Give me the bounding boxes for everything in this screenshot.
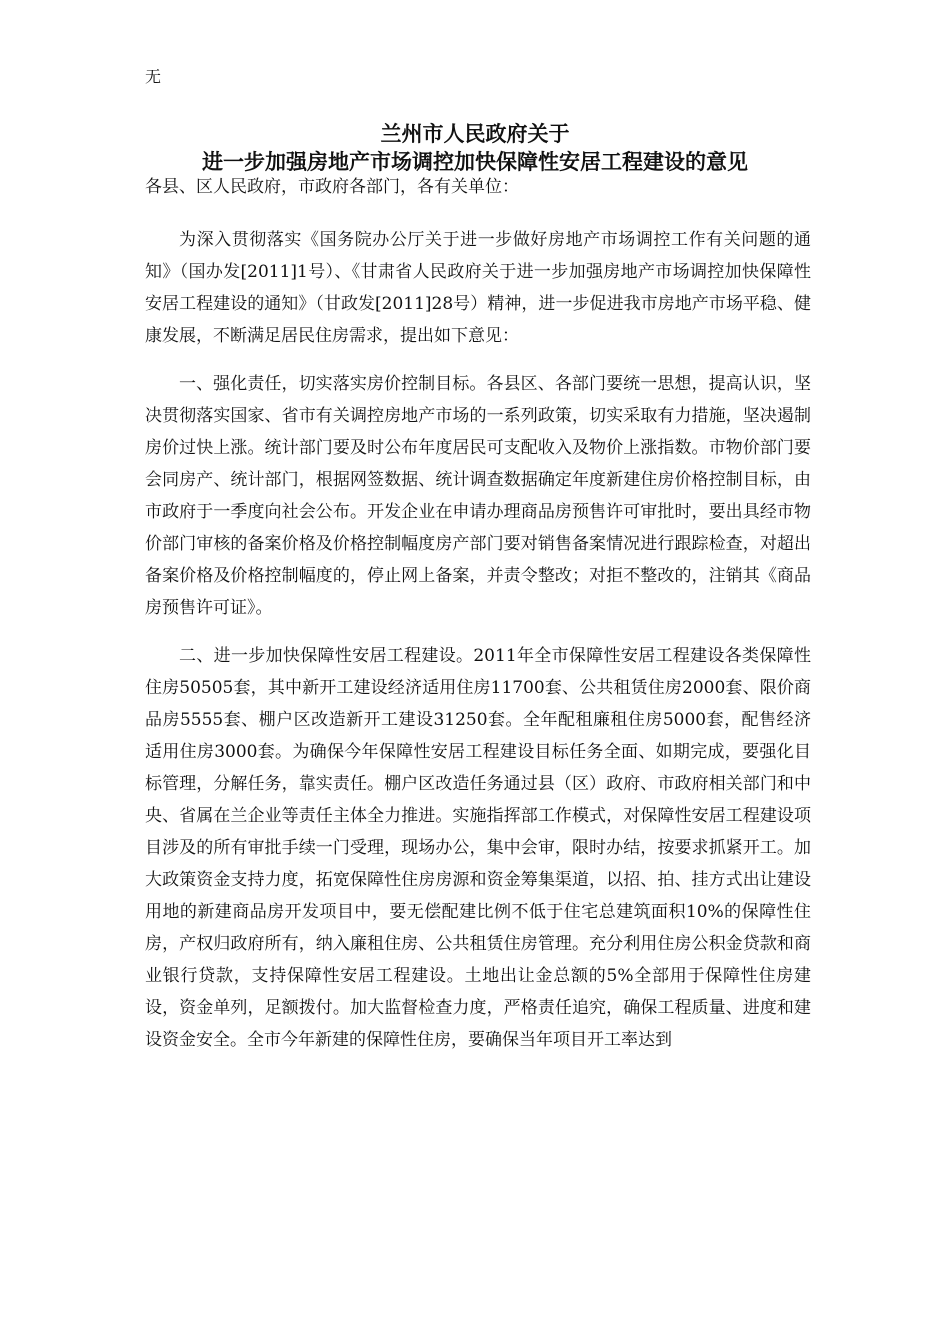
header-note: 无 bbox=[145, 67, 162, 86]
salutation: 各县、区人民政府，市政府各部门，各有关单位： bbox=[145, 177, 519, 197]
title-line-2: 进一步加强房地产市场调控加快保障性安居工程建设的意见 bbox=[202, 149, 748, 174]
document-title bbox=[140, 120, 810, 176]
section-one-paragraph: 一、强化责任，切实落实房价控制目标。各县区、各部门要统一思想，提高认识，坚决贯彻落实国家、省市有关调控房地产市场的一系列政策，切实采取有力措施，坚决遏制房价过快上涨。统计部门要及时公布年度居民可支配收入及物价上涨指数。市物价部门要会同房产、统计部门，根据网签数据、统计调查数据确定年度新建住房价格控制目标，由市政府于一季度向社会公布。开发企业在申请办理商品房预售许可审批时，要出具经市物价部门审核的备案价格及价格控制幅度房产部门要对销售备案情况进行跟踪检查，对超出备案价格及价格控制幅度的，停止网上备案，并责令整改；对拒不整改的，注销其《商品房预售许可证》。 bbox=[145, 374, 811, 618]
intro-paragraph: 为深入贯彻落实《国务院办公厅关于进一步做好房地产市场调控工作有关问题的通知》（国办发[2011]1号）、《甘肃省人民政府关于进一步加强房地产市场调控加快保障性安居工程建设的通知》（甘政发[2011]28号）精神，进一步促进我市房地产市场平稳、健康发展，不断满足居民住房需求，提出如下意见： bbox=[145, 230, 811, 346]
section-two-paragraph: 二、进一步加快保障性安居工程建设。2011年全市保障性安居工程建设各类保障性住房50505套，其中新开工建设经济适用住房11700套、公共租赁住房2000套、限价商品房5555套、棚户区改造新开工建设31250套。全年配租廉租住房5000套，配售经济适用住房3000套。为确保今年保障性安居工程建设目标任务全面、如期完成，要强化目标管理，分解任务，靠实责任。棚户区改造任务通过县（区）政府、市政府相关部门和中央、省属在兰企业等责任主体全力推进。实施指挥部工作模式，对保障性安居工程建设项目涉及的所有审批手续一门受理，现场办公，集中会审，限时办结，按要求抓紧开工。加大政策资金支持力度，拓宽保障性住房房源和资金筹集渠道，以招、拍、挂方式出让建设用地的新建商品房开发项目中，要无偿配建比例不低于住宅总建筑面积10%的保障性住房，产权归政府所有，纳入廉租住房、公共租赁住房管理。充分利用住房公积金贷款和商业银行贷款，支持保障性安居工程建设。土地出让金总额的5%全部用于保障性住房建设，资金单列，足额拨付。加大监督检查力度，严格责任追究，确保工程质量、进度和建设资金安全。全市今年新建的保障性住房，要确保当年项目开工率达到 bbox=[145, 646, 811, 1050]
title-line-1: 兰州市人民政府关于 bbox=[380, 121, 570, 146]
document-body bbox=[145, 224, 811, 1072]
